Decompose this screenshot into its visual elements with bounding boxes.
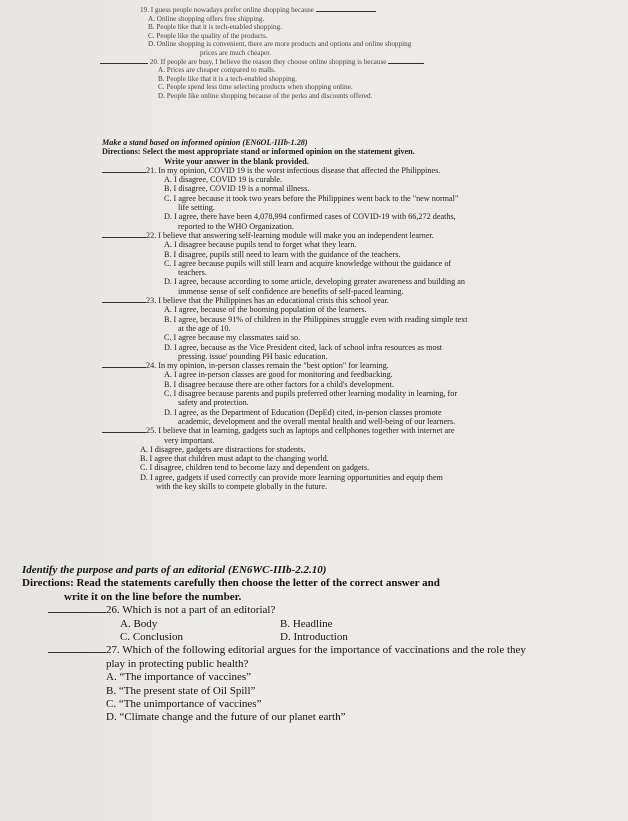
question-19-stem: 19. I guess people nowadays prefer online shopping because bbox=[140, 6, 314, 14]
section3-heading: Identify the purpose and parts of an editorial (EN6WC-IIIb-2.2.10) bbox=[22, 564, 327, 576]
option-23d: D. I agree, because as the Vice President cited, lack of school infra resources as most bbox=[164, 342, 443, 352]
question-22-stem: 22. I believe that answering self-learning module will make you an independent learner. bbox=[146, 230, 434, 240]
option-21a: A. I disagree, COVID 19 is curable. bbox=[164, 175, 283, 185]
question-25 bbox=[102, 426, 602, 435]
question-23 bbox=[102, 296, 602, 305]
option-23d-cont: pressing. issue' pounding PH basic education. bbox=[178, 351, 328, 361]
answer-blank-24[interactable] bbox=[102, 367, 146, 368]
option-23b-cont: at the age of 10. bbox=[178, 323, 231, 333]
question-20 bbox=[100, 58, 570, 67]
answer-blank-23[interactable] bbox=[102, 302, 146, 303]
option-19b: B. People like that it is tech-enabled shopping. bbox=[148, 23, 282, 32]
option-25d: D. I agree, gadgets if used correctly can provide more learning opportunities and equip them bbox=[140, 472, 443, 482]
answer-blank-25[interactable] bbox=[102, 432, 146, 433]
section2-heading: Make a stand based on informed opinion (EN6OL-IIIb-1.28) bbox=[102, 138, 308, 147]
option-22c-cont: teachers. bbox=[178, 268, 207, 278]
question-22 bbox=[102, 231, 602, 240]
option-23a: A. I agree, because of the booming population of the learners. bbox=[164, 305, 367, 315]
question-20-stem: 20. If people are busy, I believe the reason they choose online shopping is because bbox=[149, 57, 387, 66]
option-21c: C. I agree because it took two years before the Philippines went back to the "new normal" bbox=[164, 193, 459, 203]
option-26b: B. Headline bbox=[280, 617, 333, 630]
option-24d: D. I agree, as the Department of Education (DepEd) cited, in-person classes promote bbox=[164, 407, 442, 417]
option-25b: B. I agree that children must adapt to the changing world. bbox=[140, 454, 329, 464]
option-24c: C. I disagree because parents and pupils preferred other learning modality in learning, for bbox=[164, 389, 458, 399]
answer-blank-26[interactable] bbox=[48, 612, 106, 613]
option-22c: C. I agree because pupils will still learn and acquire knowledge without the guidance of bbox=[164, 258, 452, 268]
question-25-stem: 25. I believe that in learning, gadgets such as laptops and cellphones together with internet are bbox=[146, 426, 455, 436]
question-26 bbox=[22, 604, 622, 617]
option-22d: D. I agree, because according to some article, developing greater awareness and building an bbox=[164, 277, 465, 287]
section3-directions: Directions: Read the statements carefully then choose the letter of the correct answer and bbox=[22, 577, 440, 590]
option-24a: A. I agree in-person classes are good for monitoring and feedbacking. bbox=[164, 370, 393, 380]
question-21 bbox=[102, 166, 602, 175]
section-informed-opinion bbox=[102, 138, 602, 491]
question-25-stem-cont: very important. bbox=[164, 435, 215, 445]
section3-directions-2: write it on the line before the number. bbox=[64, 590, 242, 603]
answer-blank-19-tail[interactable] bbox=[316, 11, 376, 12]
section2-directions: Directions: Select the most appropriate stand or informed opinion on the statement given. bbox=[102, 147, 415, 157]
option-26c: C. Conclusion bbox=[120, 631, 183, 644]
section-editorial bbox=[22, 564, 622, 725]
options-26-row1 bbox=[22, 618, 622, 631]
section2-directions-2: Write your answer in the blank provided. bbox=[164, 156, 309, 166]
option-27d: D. “Climate change and the future of our planet earth” bbox=[106, 711, 346, 724]
option-19d-cont: prices are much cheaper. bbox=[200, 48, 272, 57]
option-25d-cont: with the key skills to compete globally in the future. bbox=[156, 481, 327, 491]
option-20b: B. People like that it is a tech-enabled shopping. bbox=[158, 74, 297, 83]
option-21b: B. I disagree, COVID 19 is a normal illness. bbox=[164, 184, 310, 194]
option-22b: B. I disagree, pupils still need to learn with the guidance of the teachers. bbox=[164, 249, 401, 259]
question-27 bbox=[22, 644, 622, 657]
option-24c-cont: safety and protection. bbox=[178, 398, 249, 408]
option-26a: A. Body bbox=[120, 617, 158, 630]
option-21c-cont: life setting. bbox=[178, 203, 215, 213]
option-23b: B. I agree, because 91% of children in the Philippines struggle even with reading simple text bbox=[164, 314, 468, 324]
answer-blank-27[interactable] bbox=[48, 652, 106, 653]
option-23c: C. I agree because my classmates said so. bbox=[164, 333, 301, 343]
answer-blank-21[interactable] bbox=[102, 172, 146, 173]
option-20d: D. People like online shopping because of the perks and discounts offered. bbox=[158, 91, 373, 100]
answer-blank-20-tail[interactable] bbox=[388, 63, 424, 64]
question-27-stem: 27. Which of the following editorial argues for the importance of vaccinations and the role they bbox=[106, 644, 526, 657]
answer-blank-20[interactable] bbox=[100, 63, 148, 64]
question-19 bbox=[100, 6, 570, 15]
option-20a: A. Prices are cheaper compared to malls. bbox=[158, 66, 276, 75]
answer-blank-22[interactable] bbox=[102, 237, 146, 238]
option-19a: A. Online shopping offers free shipping. bbox=[148, 14, 265, 23]
option-22d-cont: immense sense of self confidence are benefits of self-paced learning. bbox=[178, 286, 404, 296]
question-27-stem-cont: play in protecting public health? bbox=[106, 657, 249, 670]
options-26-row2 bbox=[22, 631, 622, 644]
option-22a: A. I disagree because pupils tend to forget what they learn. bbox=[164, 240, 357, 250]
option-24d-cont: academic, development and the overall mental health and well-being of our learners. bbox=[178, 416, 456, 426]
question-23-stem: 23. I believe that the Philippines has an educational crisis this school year. bbox=[146, 296, 389, 306]
option-19c: C. People like the quality of the products. bbox=[148, 31, 268, 40]
question-24 bbox=[102, 361, 602, 370]
option-21d-cont: reported to the WHO Organization. bbox=[178, 221, 294, 231]
option-25c: C. I disagree, children tend to become lazy and dependent on gadgets. bbox=[140, 463, 370, 473]
option-27c: C. “The unimportance of vaccines” bbox=[106, 698, 262, 711]
section-online-shopping bbox=[100, 6, 570, 101]
option-21d: D. I agree, there have been 4,078,994 confirmed cases of COVID-19 with 66,272 deaths, bbox=[164, 212, 456, 222]
option-20c: C. People spend less time selecting products when shopping online. bbox=[158, 83, 353, 92]
option-26d: D. Introduction bbox=[280, 631, 348, 644]
option-19d: D. Online shopping is convenient, there are more products and options and online shopping bbox=[148, 40, 412, 49]
option-27b: B. “The present state of Oil Spill” bbox=[106, 684, 256, 697]
option-27a: A. “The importance of vaccines” bbox=[106, 671, 252, 684]
option-24b: B. I disagree because there are other factors for a child's development. bbox=[164, 379, 394, 389]
question-26-stem: 26. Which is not a part of an editorial? bbox=[106, 604, 276, 617]
option-25a: A. I disagree, gadgets are distractions for students. bbox=[140, 444, 306, 454]
question-21-stem: 21. In my opinion, COVID 19 is the worst infectious disease that affected the Philippines. bbox=[146, 165, 441, 175]
question-24-stem: 24. In my opinion, in-person classes remain the "best option" for learning. bbox=[146, 361, 389, 371]
